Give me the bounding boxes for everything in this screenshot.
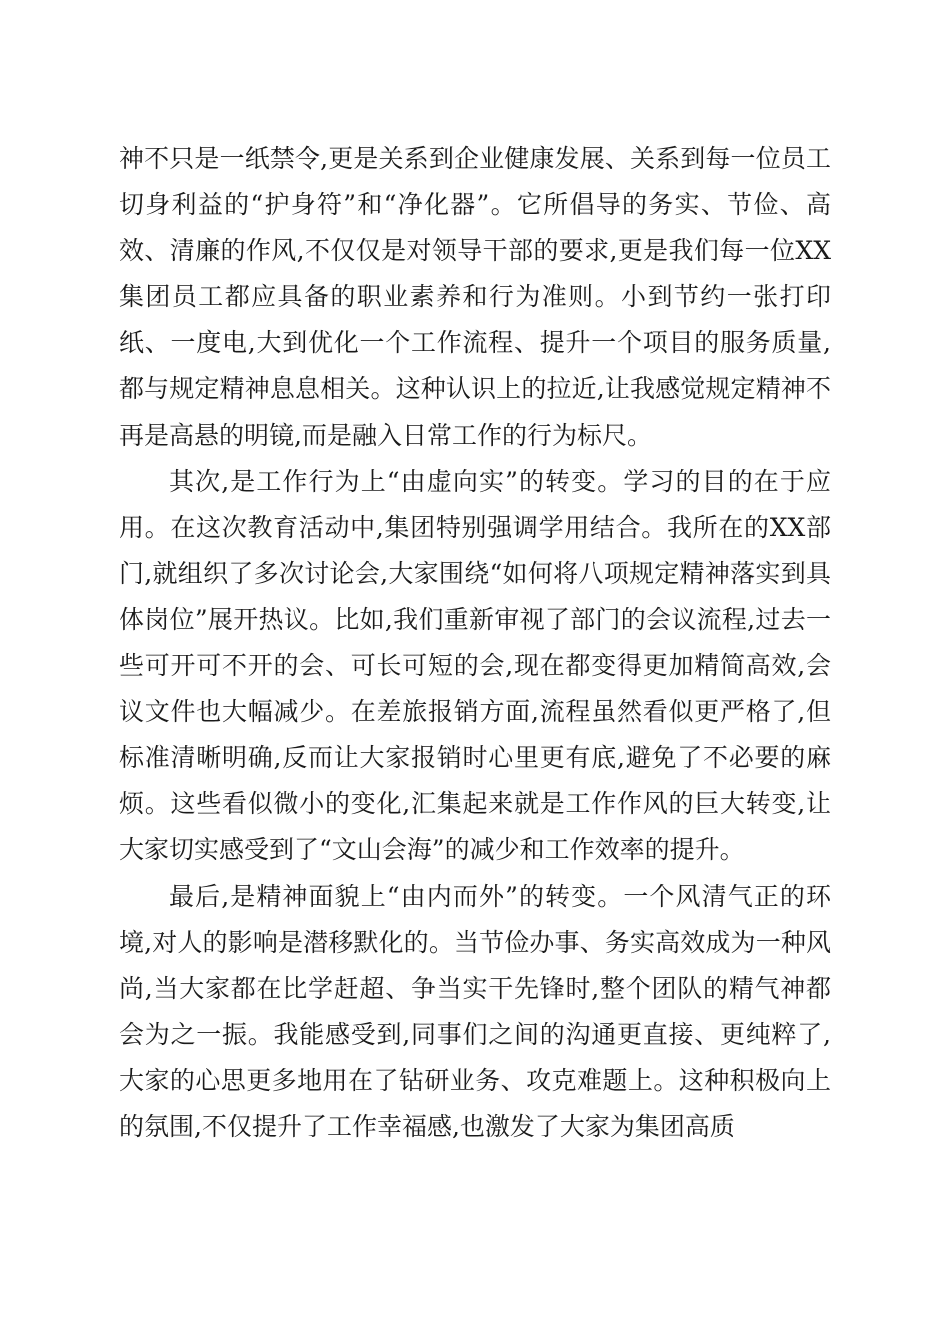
paragraph-2: 其次,是工作行为上“由虚向实”的转变。学习的目的在于应用。在这次教育活动中,集团特别强调学用结合。我所在的XX部门,就组织了多次讨论会,大家围绕“如何将八项规定精神落实到具体岗位”展开热议。比如,我们重新审视了部门的会议流程,过去一些可开可不开的会、可长可短的会,现在都变得更加精简高效,会议文件也大幅减少。在差旅报销方面,流程虽然看似更严格了,但标准清晰明确,反而让大家报销时心里更有底,避免了不必要的麻烦。这些看似微小的变化,汇集起来就是工作作风的巨大转变,让大家切实感受到了“文山会海”的减少和工作效率的提升。: [119, 466, 831, 865]
paragraph-1: 神不只是一纸禁令,更是关系到企业健康发展、关系到每一位员工切身利益的“护身符”和“净化器”。它所倡导的务实、节俭、高效、清廉的作风,不仅仅是对领导干部的要求,更是我们每一位XX集团员工都应具备的职业素养和行为准则。小到节约一张打印纸、一度电,大到优化一个工作流程、提升一个项目的服务质量,都与规定精神息息相关。这种认识上的拉近,让我感觉规定精神不再是高悬的明镜,而是融入日常工作的行为标尺。: [119, 144, 831, 450]
document-body: [119, 136, 831, 1150]
paragraph-3: 最后,是精神面貌上“由内而外”的转变。一个风清气正的环境,对人的影响是潜移默化的。当节俭办事、务实高效成为一种风尚,当大家都在比学赶超、争当实干先锋时,整个团队的精气神都会为之一振。我能感受到,同事们之间的沟通更直接、更纯粹了,大家的心思更多地用在了钻研业务、攻克难题上。这种积极向上的氛围,不仅提升了工作幸福感,也激发了大家为集团高质: [119, 881, 831, 1141]
